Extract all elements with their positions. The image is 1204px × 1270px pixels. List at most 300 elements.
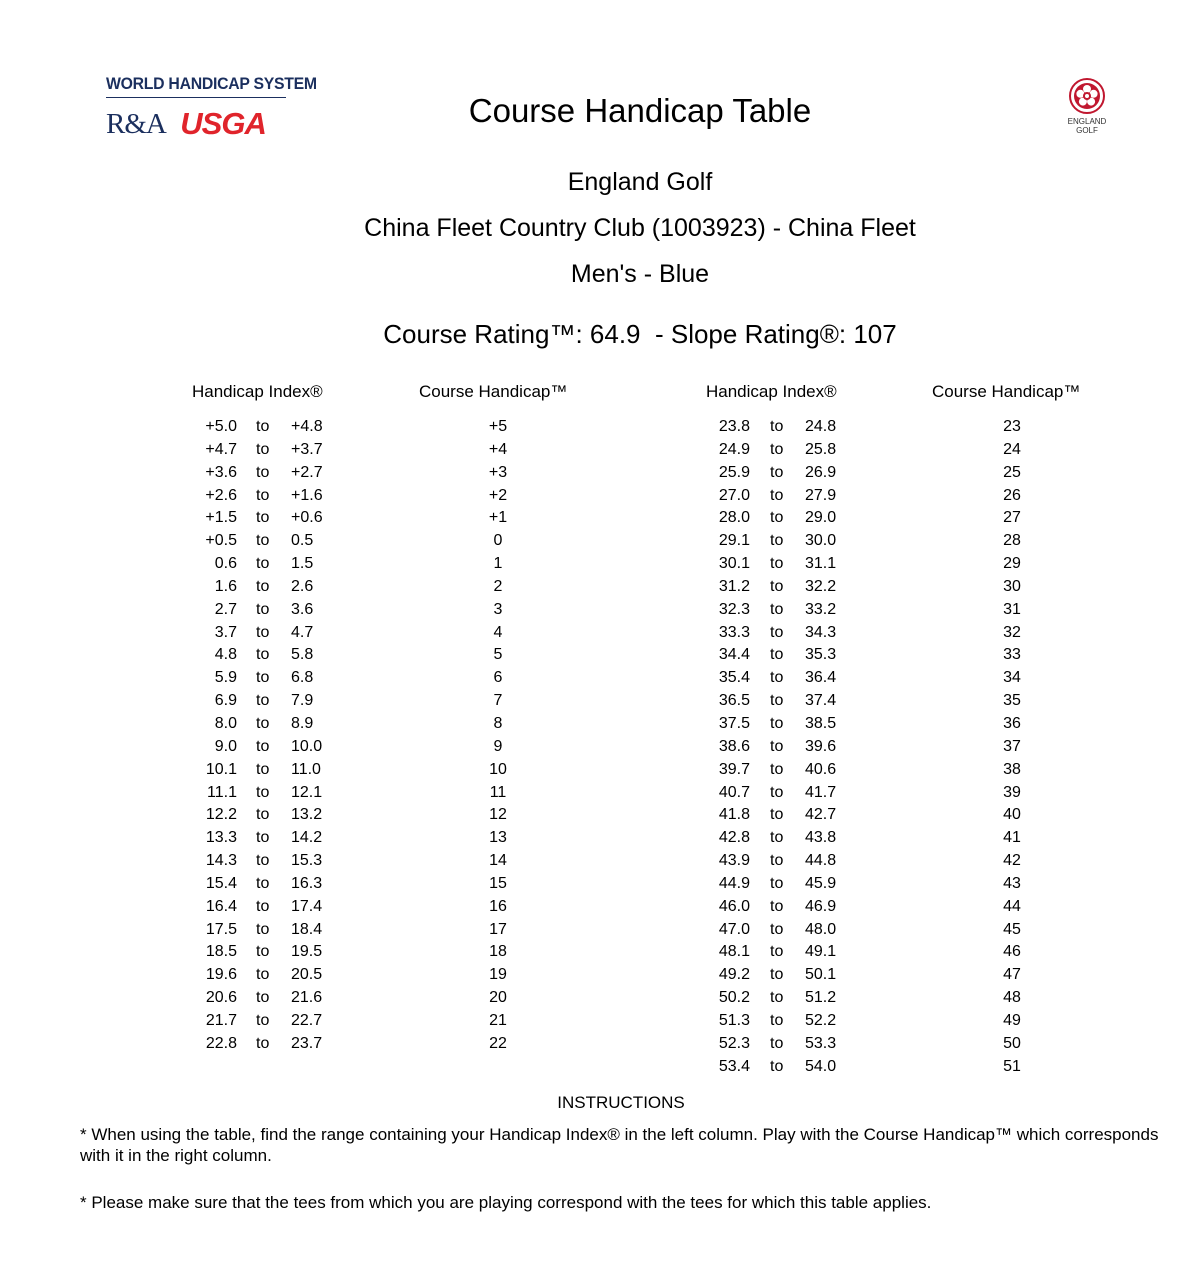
table-row	[600, 804, 1204, 827]
index-from: 6.9	[214, 692, 237, 710]
index-from: 43.9	[718, 852, 750, 870]
table-row	[600, 462, 1204, 485]
table-row	[600, 507, 1204, 530]
course-handicap-value: 51	[1003, 1057, 1021, 1075]
course-handicap-value: 33	[1003, 646, 1021, 664]
table-row	[0, 850, 600, 873]
instruction-line-1: * When using the table, find the range containing your Handicap Index® in the left column. Play with the Course Handicap™ which corresponds with it in the right column.	[80, 1125, 1159, 1165]
index-to: 11.0	[291, 760, 321, 778]
to-label: to	[770, 486, 784, 504]
index-to: 23.7	[291, 1034, 323, 1052]
table-row	[0, 553, 600, 576]
club-name: China Fleet Country Club (1003923) - China Fleet	[364, 214, 916, 242]
course-handicap-value: +3	[488, 463, 508, 481]
index-from: 32.3	[718, 600, 750, 618]
table-row	[600, 439, 1204, 462]
index-to: 33.2	[805, 600, 837, 618]
table-row	[0, 782, 600, 805]
index-from: 35.4	[718, 669, 750, 687]
index-to: 4.7	[291, 623, 314, 641]
course-handicap-value: 20	[489, 989, 507, 1007]
index-to: 39.6	[805, 737, 837, 755]
course-handicap-value: +2	[488, 486, 508, 504]
table-row	[600, 873, 1204, 896]
index-from: 14.3	[205, 852, 237, 870]
index-from: 12.2	[205, 806, 237, 824]
table-row	[600, 964, 1204, 987]
to-label: to	[256, 989, 270, 1007]
table-row	[0, 736, 600, 759]
index-from: 34.4	[718, 646, 750, 664]
course-handicap-value: 40	[1003, 806, 1021, 824]
index-to: 24.8	[805, 418, 837, 435]
to-label: to	[256, 600, 270, 618]
index-from: 9.0	[214, 737, 237, 755]
course-handicap-value: 26	[1003, 486, 1021, 504]
course-handicap-value: 18	[489, 943, 507, 961]
course-handicap-value: 17	[489, 920, 507, 938]
table-row	[600, 759, 1204, 782]
course-handicap-value: 47	[1003, 966, 1021, 984]
index-from: 1.6	[214, 577, 237, 595]
index-to: 36.4	[805, 669, 837, 687]
to-label: to	[770, 669, 784, 687]
index-to: +0.6	[291, 509, 323, 527]
index-from: +5.0	[205, 418, 237, 435]
index-to: 54.0	[805, 1057, 837, 1075]
index-to: 48.0	[805, 920, 837, 938]
to-label: to	[256, 874, 270, 892]
index-to: 17.4	[291, 897, 323, 915]
index-from: +2.6	[205, 486, 237, 504]
course-handicap-value: 48	[1003, 989, 1021, 1007]
table-row	[0, 964, 600, 987]
to-label: to	[256, 532, 270, 550]
to-label: to	[770, 509, 784, 527]
to-label: to	[770, 646, 784, 664]
to-label: to	[256, 555, 270, 573]
table-row	[0, 416, 600, 439]
course-handicap-value: 49	[1003, 1011, 1021, 1029]
index-to: 15.3	[291, 852, 323, 870]
index-from: 39.7	[718, 760, 750, 778]
course-handicap-value: 3	[493, 600, 503, 618]
index-from: +3.6	[205, 463, 237, 481]
course-handicap-value: 19	[489, 966, 507, 984]
index-from: 42.8	[718, 829, 750, 847]
course-handicap-value: 4	[493, 623, 503, 641]
course-handicap-value: 11	[489, 783, 507, 801]
course-handicap-value: 29	[1003, 555, 1021, 573]
to-label: to	[256, 669, 270, 687]
course-handicap-value: 31	[1003, 600, 1021, 618]
table-row	[0, 896, 600, 919]
to-label: to	[770, 806, 784, 824]
index-from: 24.9	[718, 440, 750, 458]
table-row	[0, 507, 600, 530]
to-label: to	[770, 760, 784, 778]
course-handicap-value: 39	[1003, 783, 1021, 801]
table-row	[0, 1010, 600, 1033]
to-label: to	[256, 692, 270, 710]
table-row	[0, 644, 600, 667]
index-from: 23.8	[718, 418, 750, 435]
course-handicap-value: 15	[489, 874, 507, 892]
index-from: 16.4	[205, 897, 237, 915]
table-row	[600, 667, 1204, 690]
index-to: 43.8	[805, 829, 837, 847]
course-handicap-value: +1	[488, 509, 508, 527]
to-label: to	[256, 577, 270, 595]
to-label: to	[770, 989, 784, 1007]
to-label: to	[770, 623, 784, 641]
index-to: 2.6	[291, 577, 314, 595]
course-handicap-value: 27	[1003, 509, 1021, 527]
table-row	[0, 530, 600, 553]
table-row	[600, 1056, 1204, 1079]
table-row	[0, 919, 600, 942]
index-from: 13.3	[205, 829, 237, 847]
course-handicap-value: 7	[493, 692, 503, 710]
course-handicap-value: 41	[1003, 829, 1021, 847]
course-handicap-value: 43	[1003, 874, 1021, 892]
table-row	[600, 919, 1204, 942]
index-to: 31.1	[805, 555, 837, 573]
to-label: to	[256, 920, 270, 938]
index-to: 12.1	[291, 783, 323, 801]
table-row	[0, 439, 600, 462]
right-handicap-index-header: Handicap Index®	[706, 382, 837, 401]
index-to: 45.9	[805, 874, 837, 892]
index-from: 3.7	[214, 623, 237, 641]
course-handicap-value: 2	[493, 577, 503, 595]
table-row	[0, 804, 600, 827]
index-to: +1.6	[291, 486, 323, 504]
whs-logo-title: WORLD HANDICAP SYSTEM	[106, 74, 317, 93]
to-label: to	[256, 463, 270, 481]
table-row	[0, 987, 600, 1010]
to-label: to	[770, 737, 784, 755]
course-handicap-value: +5	[488, 418, 508, 435]
to-label: to	[256, 1011, 270, 1029]
index-from: 0.6	[214, 555, 237, 573]
index-from: 17.5	[205, 920, 237, 938]
to-label: to	[256, 783, 270, 801]
course-handicap-value: 46	[1003, 943, 1021, 961]
to-label: to	[770, 532, 784, 550]
index-to: 19.5	[291, 943, 323, 961]
index-from: 11.1	[207, 783, 237, 801]
course-handicap-value: 24	[1003, 440, 1021, 458]
course-handicap-value: 8	[493, 714, 503, 732]
course-handicap-value: 35	[1003, 692, 1021, 710]
tee-name: Men's - Blue	[570, 260, 710, 288]
index-from: 21.7	[205, 1011, 237, 1029]
course-handicap-value: 50	[1003, 1034, 1021, 1052]
to-label: to	[770, 600, 784, 618]
right-handicap-table	[600, 416, 1204, 1078]
table-row	[0, 1033, 600, 1056]
index-from: 53.4	[718, 1057, 750, 1075]
to-label: to	[770, 897, 784, 915]
course-handicap-value: 25	[1003, 463, 1021, 481]
index-to: 1.5	[291, 555, 314, 573]
index-from: 5.9	[214, 669, 237, 687]
course-handicap-value: 14	[489, 852, 507, 870]
index-to: 20.5	[291, 966, 323, 984]
index-to: 50.1	[805, 966, 837, 984]
course-handicap-value: 22	[489, 1034, 507, 1052]
course-handicap-value: 30	[1003, 577, 1021, 595]
index-to: 40.6	[805, 760, 837, 778]
index-from: 41.8	[718, 806, 750, 824]
table-row	[0, 690, 600, 713]
index-to: 14.2	[291, 829, 323, 847]
to-label: to	[256, 509, 270, 527]
table-row	[600, 644, 1204, 667]
table-row	[600, 782, 1204, 805]
to-label: to	[256, 943, 270, 961]
index-to: +4.8	[291, 418, 323, 435]
course-handicap-value: 34	[1003, 669, 1021, 687]
table-row	[600, 713, 1204, 736]
to-label: to	[256, 646, 270, 664]
index-from: +1.5	[205, 509, 237, 527]
course-rating: Course Rating™: 64.9	[383, 319, 641, 349]
index-to: 49.1	[805, 943, 837, 961]
index-to: 30.0	[805, 532, 837, 550]
index-to: 51.2	[805, 989, 837, 1007]
table-row	[0, 576, 600, 599]
to-label: to	[770, 555, 784, 573]
course-handicap-value: 44	[1003, 897, 1021, 915]
to-label: to	[770, 829, 784, 847]
table-row	[600, 599, 1204, 622]
index-from: 22.8	[205, 1034, 237, 1052]
slope-rating: - Slope Rating®: 107	[654, 319, 897, 349]
table-row	[600, 1010, 1204, 1033]
index-to: 5.8	[291, 646, 314, 664]
table-row	[0, 759, 600, 782]
index-from: +0.5	[205, 532, 237, 550]
table-row	[0, 462, 600, 485]
to-label: to	[770, 852, 784, 870]
index-from: 4.8	[214, 646, 237, 664]
index-to: 7.9	[291, 692, 314, 710]
index-to: 37.4	[805, 692, 837, 710]
table-row	[0, 667, 600, 690]
index-from: 49.2	[718, 966, 750, 984]
index-to: 13.2	[291, 806, 323, 824]
table-row	[600, 736, 1204, 759]
index-from: 30.1	[718, 555, 750, 573]
index-from: 33.3	[718, 623, 750, 641]
index-to: 22.7	[291, 1011, 323, 1029]
england-golf-logo-text: ENGLAND GOLF	[1067, 117, 1107, 135]
course-handicap-value: 21	[489, 1011, 507, 1029]
table-row	[0, 485, 600, 508]
table-row	[600, 1033, 1204, 1056]
index-to: 41.7	[805, 783, 837, 801]
index-to: 3.6	[291, 600, 314, 618]
table-row	[600, 485, 1204, 508]
index-to: 53.3	[805, 1034, 837, 1052]
table-row	[0, 713, 600, 736]
to-label: to	[770, 463, 784, 481]
to-label: to	[256, 418, 270, 435]
to-label: to	[770, 714, 784, 732]
course-handicap-value: 10	[489, 760, 507, 778]
index-from: 28.0	[718, 509, 750, 527]
to-label: to	[770, 966, 784, 984]
index-from: 38.6	[718, 737, 750, 755]
index-to: 44.8	[805, 852, 837, 870]
to-label: to	[256, 852, 270, 870]
to-label: to	[770, 1057, 784, 1075]
index-to: 27.9	[805, 486, 837, 504]
to-label: to	[770, 1034, 784, 1052]
table-row	[600, 690, 1204, 713]
course-handicap-value: 28	[1003, 532, 1021, 550]
index-to: 16.3	[291, 874, 323, 892]
to-label: to	[256, 737, 270, 755]
index-to: 25.8	[805, 440, 837, 458]
index-from: 46.0	[718, 897, 750, 915]
index-to: +2.7	[291, 463, 323, 481]
table-row	[0, 622, 600, 645]
to-label: to	[256, 760, 270, 778]
course-handicap-value: 32	[1003, 623, 1021, 641]
table-row	[0, 599, 600, 622]
to-label: to	[256, 440, 270, 458]
course-handicap-value: 16	[489, 897, 507, 915]
table-row	[600, 987, 1204, 1010]
index-to: 46.9	[805, 897, 837, 915]
to-label: to	[256, 829, 270, 847]
index-to: 21.6	[291, 989, 323, 1007]
index-to: 34.3	[805, 623, 837, 641]
course-handicap-value: 12	[489, 806, 507, 824]
randa-logo: R&A	[106, 107, 166, 140]
to-label: to	[770, 943, 784, 961]
index-from: 44.9	[718, 874, 750, 892]
table-row	[600, 553, 1204, 576]
index-from: 51.3	[718, 1011, 750, 1029]
table-row	[600, 530, 1204, 553]
course-handicap-value: 23	[1003, 418, 1021, 435]
to-label: to	[256, 714, 270, 732]
index-to: 52.2	[805, 1011, 837, 1029]
to-label: to	[770, 418, 784, 435]
table-row	[0, 827, 600, 850]
course-handicap-value: 0	[493, 532, 503, 550]
index-to: 29.0	[805, 509, 837, 527]
course-handicap-value: 37	[1003, 737, 1021, 755]
index-from: +4.7	[205, 440, 237, 458]
index-to: 26.9	[805, 463, 837, 481]
page-title: Course Handicap Table	[468, 92, 812, 129]
left-handicap-index-header: Handicap Index®	[192, 382, 323, 401]
left-handicap-table	[0, 416, 600, 1056]
index-to: 35.3	[805, 646, 837, 664]
table-row	[600, 622, 1204, 645]
index-from: 25.9	[718, 463, 750, 481]
index-from: 48.1	[718, 943, 750, 961]
index-to: +3.7	[291, 440, 323, 458]
course-handicap-value: 9	[493, 737, 503, 755]
table-row	[0, 873, 600, 896]
to-label: to	[770, 783, 784, 801]
index-to: 0.5	[291, 532, 314, 550]
index-from: 29.1	[718, 532, 750, 550]
instructions-title: INSTRUCTIONS	[557, 1093, 685, 1112]
course-handicap-value: 38	[1003, 760, 1021, 778]
left-course-handicap-header: Course Handicap™	[419, 382, 568, 401]
index-from: 27.0	[718, 486, 750, 504]
index-from: 50.2	[718, 989, 750, 1007]
index-to: 6.8	[291, 669, 314, 687]
index-from: 10.1	[205, 760, 237, 778]
index-from: 20.6	[205, 989, 237, 1007]
index-from: 2.7	[214, 600, 237, 618]
index-from: 52.3	[718, 1034, 750, 1052]
course-handicap-value: 36	[1003, 714, 1021, 732]
to-label: to	[256, 806, 270, 824]
course-handicap-value: +4	[488, 440, 508, 458]
index-from: 18.5	[205, 943, 237, 961]
to-label: to	[770, 1011, 784, 1029]
index-to: 8.9	[291, 714, 314, 732]
index-from: 37.5	[718, 714, 750, 732]
course-handicap-value: 1	[493, 555, 503, 573]
index-from: 15.4	[205, 874, 237, 892]
organization-name: England Golf	[567, 168, 713, 196]
index-from: 40.7	[718, 783, 750, 801]
to-label: to	[770, 920, 784, 938]
to-label: to	[256, 897, 270, 915]
to-label: to	[770, 874, 784, 892]
right-course-handicap-header: Course Handicap™	[932, 382, 1081, 401]
to-label: to	[770, 577, 784, 595]
index-to: 32.2	[805, 577, 837, 595]
table-row	[600, 827, 1204, 850]
instruction-line-2: * Please make sure that the tees from which you are playing correspond with the tees for which this table applies.	[80, 1193, 932, 1212]
table-row	[600, 416, 1204, 439]
index-from: 31.2	[718, 577, 750, 595]
table-row	[600, 896, 1204, 919]
to-label: to	[770, 692, 784, 710]
to-label: to	[256, 486, 270, 504]
index-to: 38.5	[805, 714, 837, 732]
table-row	[0, 941, 600, 964]
course-handicap-value: 13	[489, 829, 507, 847]
table-row	[600, 941, 1204, 964]
index-to: 10.0	[291, 737, 323, 755]
to-label: to	[256, 623, 270, 641]
index-from: 8.0	[214, 714, 237, 732]
to-label: to	[770, 440, 784, 458]
course-handicap-value: 45	[1003, 920, 1021, 938]
index-from: 36.5	[718, 692, 750, 710]
index-from: 19.6	[205, 966, 237, 984]
course-handicap-value: 6	[493, 669, 503, 687]
to-label: to	[256, 1034, 270, 1052]
index-from: 47.0	[718, 920, 750, 938]
index-to: 18.4	[291, 920, 323, 938]
course-handicap-value: 5	[493, 646, 503, 664]
course-handicap-value: 42	[1003, 852, 1021, 870]
to-label: to	[256, 966, 270, 984]
